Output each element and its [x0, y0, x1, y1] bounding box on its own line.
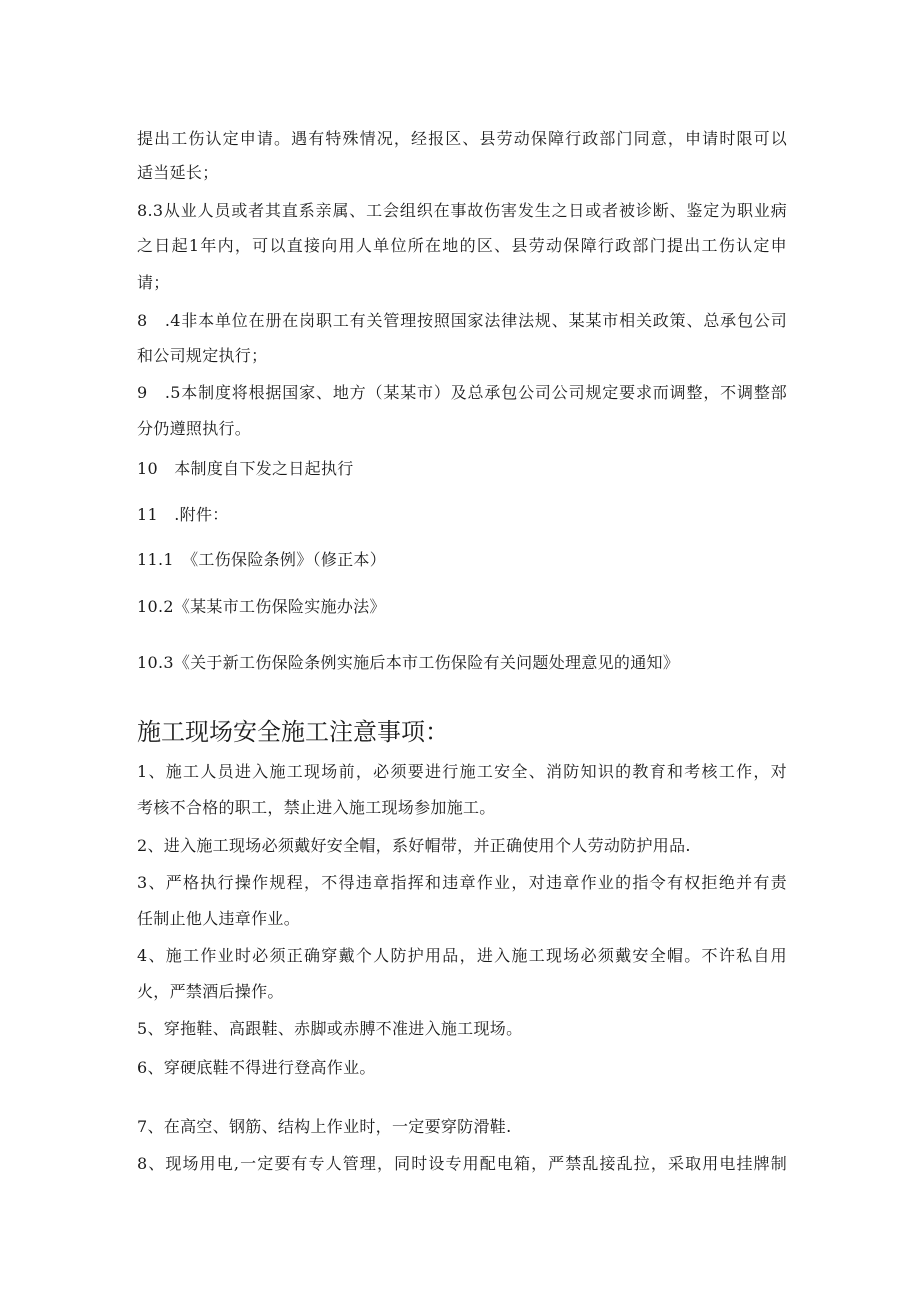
text-line: 9 .5本制度将根据国家、地方（某某市）及总承包公司公司规定要求而调整，不调整部 [137, 383, 787, 402]
text-line: 5、穿拖鞋、高跟鞋、赤脚或赤膊不准进入施工现场。 [137, 1019, 523, 1038]
text-line: 11.1 《工伤保险条例》（修正本） [137, 550, 387, 569]
text-line: 火，严禁酒后操作。 [137, 982, 284, 1001]
text-line: 7、在高空、钢筋、结构上作业时，一定要穿防滑鞋. [137, 1117, 512, 1136]
text-line: 提出工伤认定申请。遇有特殊情况，经报区、县劳动保障行政部门同意，申请时限可以 [137, 129, 787, 148]
text-line: 3、严格执行操作规程，不得违章指挥和违章作业，对违章作业的指令有权拒绝并有责 [137, 873, 787, 892]
text-line: 适当延长； [137, 163, 219, 182]
text-line: 任制止他人违章作业。 [137, 909, 301, 928]
text-line: 8 .4非本单位在册在岗职工有关管理按照国家法律法规、某某市相关政策、总承包公司 [137, 311, 787, 330]
text-line: 6、穿硬底鞋不得进行登高作业。 [137, 1058, 376, 1077]
text-line: 和公司规定执行； [137, 346, 268, 365]
text-line: 1、施工人员进入施工现场前，必须要进行施工安全、消防知识的教育和考核工作，对 [137, 762, 787, 781]
text-line: 请； [137, 273, 170, 292]
text-line: 8.3从业人员或者其直系亲属、工会组织在事故伤害发生之日或者被诊断、鉴定为职业病 [137, 201, 787, 220]
text-line: 4、施工作业时必须正确穿戴个人防护用品，进入施工现场必须戴安全帽。不许私自用 [137, 946, 787, 965]
text-line: 10.3《关于新工伤保险条例实施后本市工伤保险有关问题处理意见的通知》 [137, 653, 680, 672]
text-line: 10.2《某某市工伤保险实施办法》 [137, 597, 386, 616]
text-line: 之日起1年内，可以直接向用人单位所在地的区、县劳动保障行政部门提出工伤认定申 [137, 236, 787, 255]
text-line: 分仍遵照执行。 [137, 419, 252, 438]
text-line: 11 .附件： [137, 505, 229, 524]
section-heading: 施工现场安全施工注意事项： [137, 718, 449, 746]
text-line: 10 本制度自下发之日起执行 [137, 459, 354, 478]
text-line: 8、现场用电,一定要有专人管理，同时设专用配电箱，严禁乱接乱拉，采取用电挂牌制 [137, 1154, 787, 1173]
text-line: 2、进入施工现场必须戴好安全帽，系好帽带，并正确使用个人劳动防护用品. [137, 836, 691, 855]
text-line: 考核不合格的职工，禁止进入施工现场参加施工。 [137, 798, 496, 817]
